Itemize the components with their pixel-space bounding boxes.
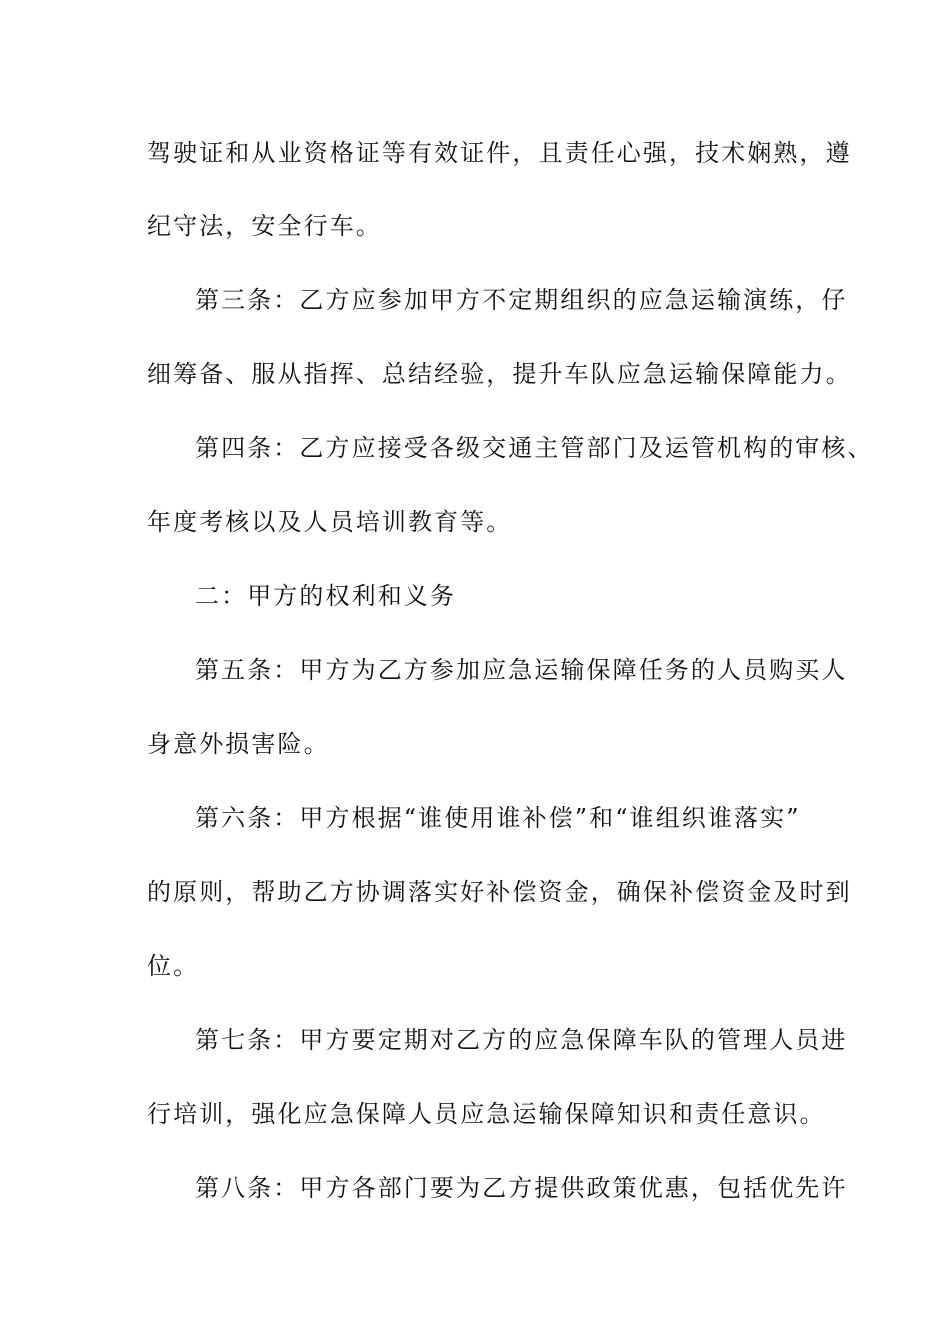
article-7-line-2: 行培训，强化应急保障人员应急运输保障知识和责任意识。 [147,1100,826,1128]
article-5-line-2: 身意外损害险。 [147,730,330,758]
article-6-line-3: 位。 [147,952,200,980]
article-7-line-1: 第七条：甲方要定期对乙方的应急保障车队的管理人员进 [195,1026,848,1054]
article-6-line-2: 的原则，帮助乙方协调落实好补偿资金，确保补偿资金及时到 [147,878,852,906]
paragraph-line-1: 驾驶证和从业资格证等有效证件，且责任心强，技术娴熟，遵 [147,139,852,167]
article-8-line-1: 第八条：甲方各部门要为乙方提供政策优惠，包括优先许 [195,1174,848,1202]
article-4-line-2: 年度考核以及人员培训教育等。 [147,508,513,536]
article-5-line-1: 第五条：甲方为乙方参加应急运输保障任务的人员购买人 [195,656,848,684]
article-3-line-1: 第三条：乙方应参加甲方不定期组织的应急运输演练，仔 [195,286,848,314]
section-heading: 二：甲方的权利和义务 [195,582,456,610]
paragraph-line-2: 纪守法，安全行车。 [147,212,382,240]
article-6-line-1: 第六条：甲方根据“谁使用谁补偿”和“谁组织谁落实” [195,804,801,832]
article-3-line-2: 细筹备、服从指挥、总结经验，提升车队应急运输保障能力。 [147,360,852,388]
article-4-line-1: 第四条：乙方应接受各级交通主管部门及运管机构的审核、 [195,434,874,462]
